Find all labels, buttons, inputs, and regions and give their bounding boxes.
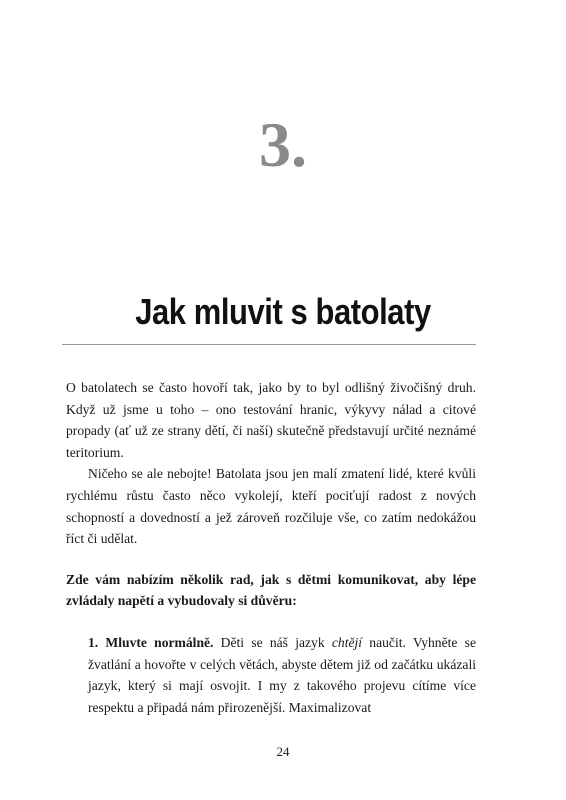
list-item-heading: 1. Mluvte normálně. <box>88 634 214 650</box>
list-item-text: Děti se náš jazyk <box>213 634 332 650</box>
paragraph-second: Ničeho se ale nebojte! Batolata jsou jen malí zmatení lidé, které kvůli rychlému růstu často něco vykolejí, kteří pociťují radost z nových schopností a dovedností a jež zároveň rozčiluje vše, co zatím nedokážou říct či udělat. <box>66 466 476 547</box>
page-number: 24 <box>276 744 290 759</box>
tips-intro: Zde vám nabízím několik rad, jak s dětmi komunikovat, aby lépe zvládaly napětí a vybudovaly si důvěru: <box>66 571 476 609</box>
paragraph-intro: O batolatech se často hovoří tak, jako by to byl odlišný živočišný druh. Když už jsme u toho – ono testování hranic, výkyvy nálad a citové propady (ať už ze strany dětí, či naší) skutečně představují určité neznámé teritorium. <box>66 380 476 460</box>
chapter-number: 3. <box>259 109 307 180</box>
body-text <box>66 377 476 718</box>
chapter-title: Jak mluvit s batolaty <box>135 291 431 332</box>
list-item-text-continued: naučit. Vyhněte se žvatlání a hovořte v celých větách, abyste dětem již od začátku ukázali jazyk, který si mají osvojit. I my z takového projevu cítíme více respektu a připadá nám přirozenější. Maximalizovat <box>88 634 476 715</box>
title-divider <box>62 344 476 345</box>
list-item <box>66 632 476 718</box>
list-item-emphasis: chtějí <box>331 634 363 650</box>
